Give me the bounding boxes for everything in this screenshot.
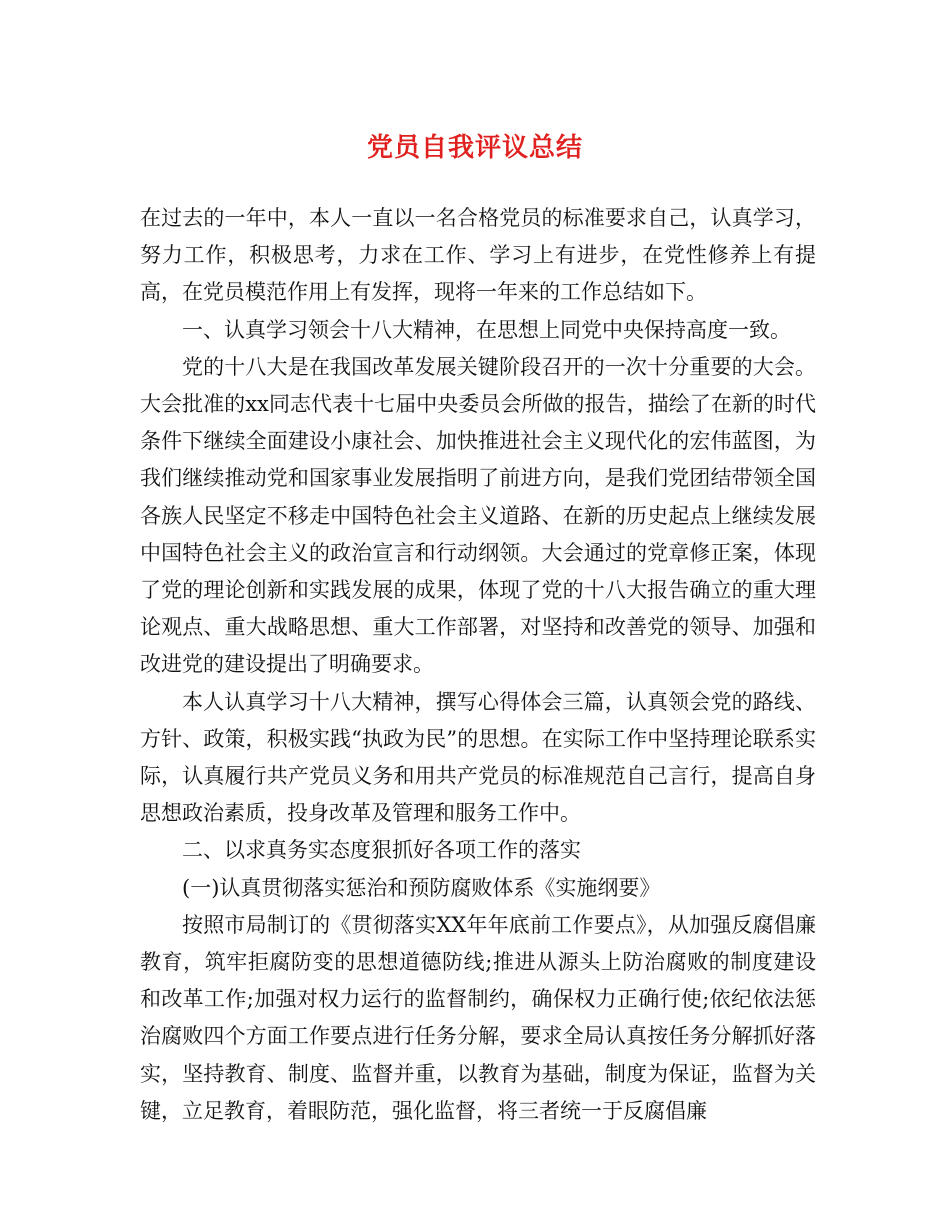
- subsection-heading-1: (一)认真贯彻落实惩治和预防腐败体系《实施纲要》: [182, 875, 661, 900]
- paragraph-personal-study: 本人认真学习十八大精神，撰写心得体会三篇，认真领会党的路线、方针、政策，积极实践“执政为民”的思想。在实际工作中坚持理论联系实际，认真履行共产党员义务和用共产党员的标准规范自己言行，提高自身思想政治素质，投身改革及管理和服务工作中。: [140, 689, 816, 826]
- paragraph-anti-corruption: 按照市局制订的《贯彻落实XX年年底前工作要点》，从加强反腐倡廉教育，筑牢拒腐防变的思想道德防线;推进从源头上防治腐败的制度建设和改革工作;加强对权力运行的监督制约，确保权力正确行使;依纪依法惩治腐败四个方面工作要点进行任务分解，要求全局认真按任务分解抓好落实，坚持教育、制度、监督并重，以教育为基础，制度为保证，监督为关键，立足教育，着眼防范，强化监督，将三者统一于反腐倡廉: [140, 912, 816, 1123]
- document-title: 党员自我评议总结: [366, 133, 583, 163]
- paragraph-intro: 在过去的一年中，本人一直以一名合格党员的标准要求自己，认真学习，努力工作，积极思考，力求在工作、学习上有进步，在党性修养上有提高，在党员模范作用上有发挥，现将一年来的工作总结如下。: [140, 206, 816, 305]
- document-body: [140, 200, 816, 1130]
- section-heading-1: 一、认真学习领会十八大精神，在思想上同党中央保持高度一致。: [182, 317, 791, 342]
- paragraph-congress: 党的十八大是在我国改革发展关键阶段召开的一次十分重要的大会。大会批准的xx同志代表十七届中央委员会所做的报告，描绘了在新的时代条件下继续全面建设小康社会、加快推进社会主义现代化的宏伟蓝图，为我们继续推动党和国家事业发展指明了前进方向，是我们党团结带领全国各族人民坚定不移走中国特色社会主义道路、在新的历史起点上继续发展中国特色社会主义的政治宣言和行动纲领。大会通过的党章修正案，体现了党的理论创新和实践发展的成果，体现了党的十八大报告确立的重大理论观点、重大战略思想、重大工作部署，对坚持和改善党的领导、加强和改进党的建设提出了明确要求。: [140, 354, 816, 677]
- section-heading-2: 二、以求真务实态度狠抓好各项工作的落实: [182, 838, 581, 863]
